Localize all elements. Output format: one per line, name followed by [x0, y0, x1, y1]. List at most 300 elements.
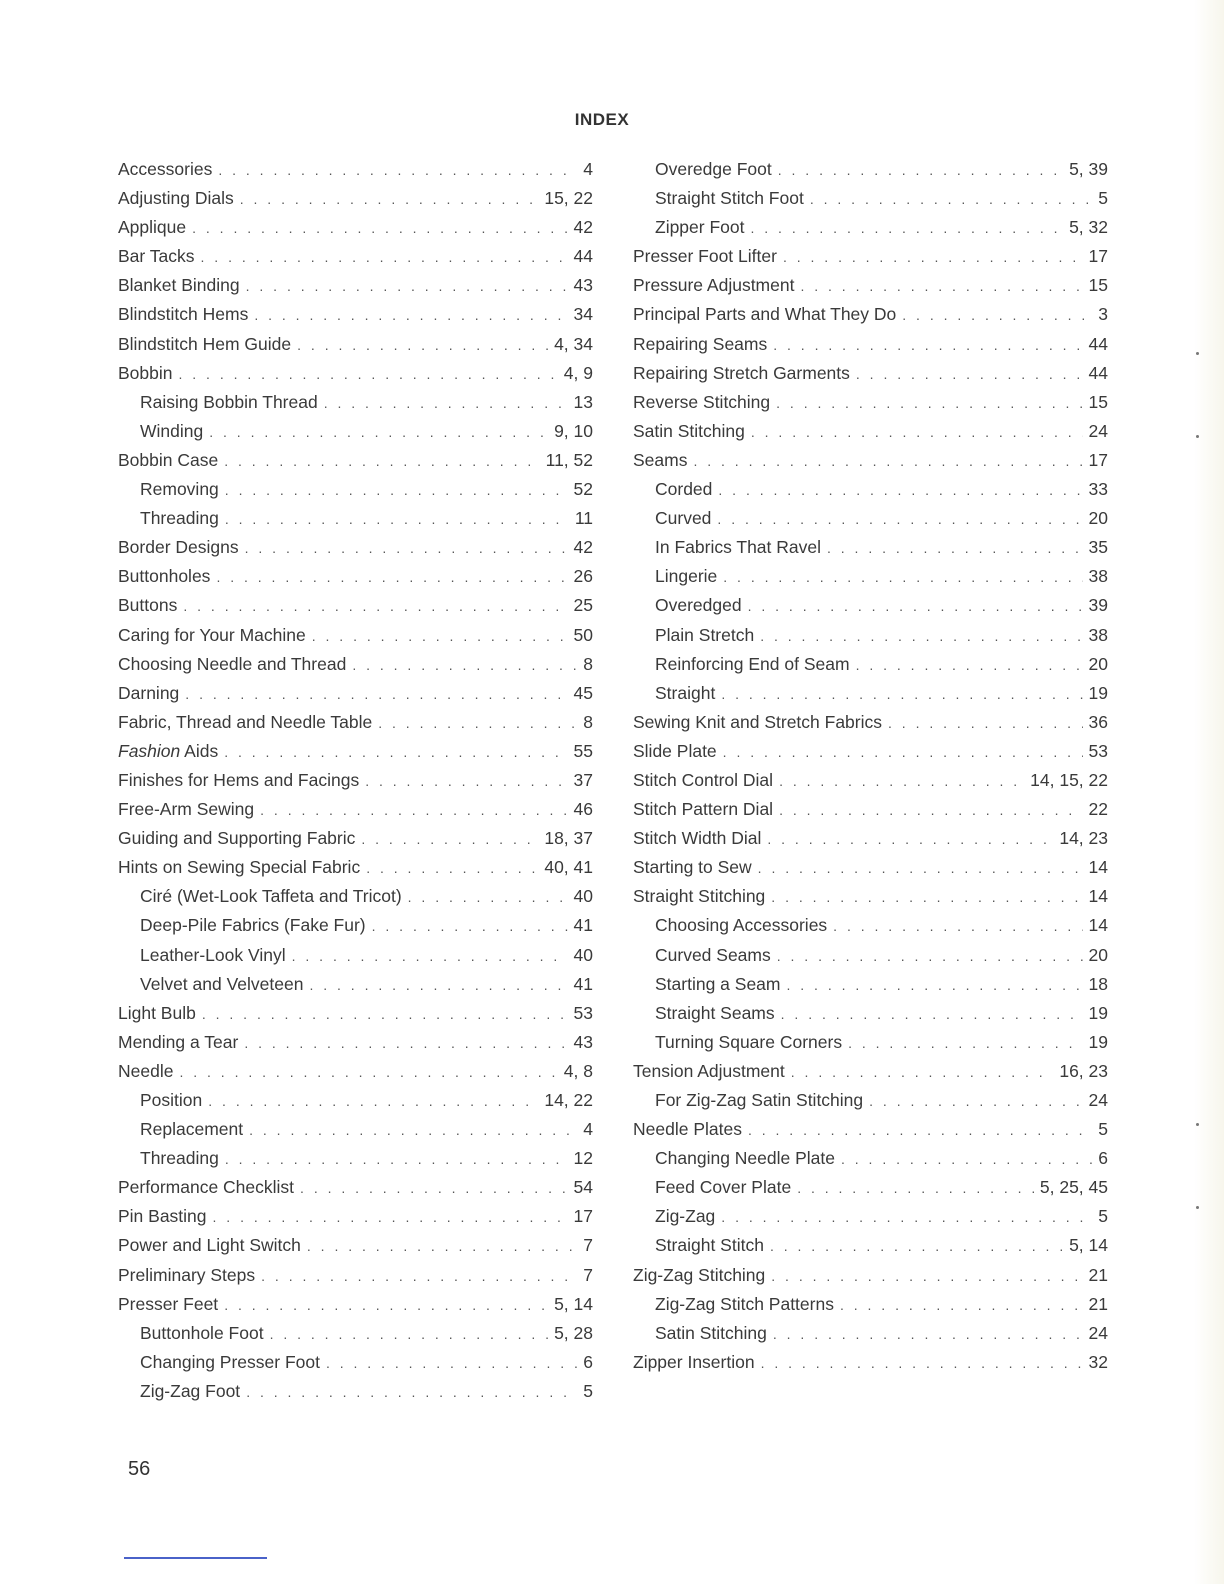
index-term: Presser Foot Lifter: [633, 246, 777, 267]
index-term: Zipper Foot: [655, 217, 745, 238]
index-pages: 11, 52: [545, 449, 593, 470]
index-term: Straight Seams: [655, 1002, 775, 1023]
leader-dots: [312, 622, 568, 651]
index-pages: 18: [1088, 973, 1108, 994]
leader-dots: [797, 1174, 1034, 1203]
index-entry: [633, 1231, 1108, 1260]
index-term: Choosing Needle and Thread: [118, 653, 347, 674]
index-entry: [118, 446, 593, 475]
index-term: For Zig-Zag Satin Stitching: [655, 1090, 864, 1110]
index-pages: 15: [1088, 391, 1108, 412]
leader-dots: [902, 301, 1092, 330]
leader-dots: [771, 883, 1082, 912]
index-pages: 5: [1098, 188, 1108, 209]
speck-mark: [1196, 435, 1199, 438]
index-entry: [633, 882, 1108, 911]
index-pages: 4, 34: [554, 333, 593, 354]
index-pages: 5, 14: [1069, 1235, 1108, 1256]
leader-dots: [216, 563, 567, 592]
leader-dots: [776, 389, 1082, 418]
index-pages: 14, 23: [1059, 828, 1108, 849]
index-term: Overedged: [655, 595, 742, 616]
index-pages: 24: [1088, 420, 1108, 441]
index-term: Raising Bobbin Thread: [140, 391, 318, 412]
index-entry: [633, 359, 1108, 388]
index-entry: [118, 271, 593, 300]
index-term: Buttonhole Foot: [140, 1322, 264, 1343]
index-pages: 5, 14: [554, 1293, 593, 1314]
index-pages: 20: [1088, 508, 1108, 529]
leader-dots: [777, 942, 1083, 971]
index-pages: 33: [1088, 479, 1108, 500]
index-entry: [118, 504, 593, 533]
index-pages: 18, 37: [544, 828, 593, 849]
index-pages: 43: [573, 1031, 593, 1052]
index-entry: [633, 446, 1108, 475]
index-pages: 44: [1088, 362, 1108, 383]
index-pages: 12: [573, 1148, 593, 1169]
index-term: Accessories: [118, 159, 213, 179]
index-pages: 7: [583, 1235, 593, 1256]
index-term: Winding: [140, 420, 204, 441]
leader-dots: [366, 854, 538, 883]
leader-dots: [773, 1320, 1083, 1349]
index-pages: 20: [1088, 944, 1108, 965]
index-pages: 53: [573, 1002, 593, 1023]
index-term: Overedge Foot: [655, 159, 772, 179]
index-entry: [633, 999, 1108, 1028]
index-entry: [633, 824, 1108, 853]
leader-dots: [717, 505, 1082, 534]
index-pages: 46: [573, 799, 593, 820]
index-term: Turning Square Corners: [655, 1031, 843, 1052]
leader-dots: [249, 1116, 577, 1145]
leader-dots: [721, 1203, 1092, 1232]
index-term: Buttons: [118, 595, 178, 616]
index-pages: 17: [1088, 449, 1108, 470]
leader-dots: [246, 272, 568, 301]
index-entry: [633, 795, 1108, 824]
index-entry: [118, 1173, 593, 1202]
leader-dots: [225, 1145, 568, 1174]
page-number: 56: [128, 1458, 151, 1480]
leader-dots: [841, 1145, 1092, 1174]
index-term: Deep-Pile Fabrics (Fake Fur): [140, 915, 366, 936]
index-entry: [633, 388, 1108, 417]
index-term: Principal Parts and What They Do: [633, 304, 897, 325]
index-term: Tension Adjustment: [633, 1060, 785, 1081]
leader-dots: [750, 214, 1063, 243]
index-pages: 17: [1088, 246, 1108, 267]
index-term: Sewing Knit and Stretch Fabrics: [633, 711, 883, 732]
index-pages: 22: [1088, 799, 1108, 820]
index-pages: 40: [573, 944, 593, 965]
index-entry: [633, 650, 1108, 679]
index-term: Guiding and Supporting Fabric: [118, 828, 356, 849]
index-entry: [118, 795, 593, 824]
index-pages: 14, 22: [544, 1090, 593, 1110]
leader-dots: [309, 971, 567, 1000]
index-term: Ciré (Wet-Look Taffeta and Tricot): [140, 886, 402, 907]
index-term: Threading: [140, 508, 219, 529]
index-term: Reinforcing End of Seam: [655, 653, 850, 674]
index-term: Straight Stitch Foot: [655, 188, 804, 209]
leader-dots: [261, 1262, 577, 1291]
index-term: Needle: [118, 1060, 174, 1081]
index-pages: 5: [1098, 1206, 1108, 1227]
index-pages: 42: [573, 537, 593, 558]
index-entry: [633, 1319, 1108, 1348]
index-entry: [118, 417, 593, 446]
index-term: Repairing Seams: [633, 333, 768, 354]
leader-dots: [372, 912, 568, 941]
index-entry: [118, 853, 593, 882]
index-entry: [118, 591, 593, 620]
index-pages: 5, 28: [554, 1322, 593, 1343]
index-pages: 53: [1088, 740, 1108, 761]
index-entry: [633, 1202, 1108, 1231]
index-term: Power and Light Switch: [118, 1235, 301, 1256]
index-entry: [118, 941, 593, 970]
index-term: Fabric, Thread and Needle Table: [118, 711, 373, 732]
leader-dots: [202, 1000, 568, 1029]
index-entry: [118, 562, 593, 591]
index-entry: [118, 388, 593, 417]
index-entry: [118, 1261, 593, 1290]
leader-dots: [224, 738, 567, 767]
index-pages: 54: [573, 1177, 593, 1198]
leader-dots: [224, 1291, 548, 1320]
index-pages: 44: [1088, 333, 1108, 354]
index-entry: [633, 591, 1108, 620]
index-entry: [118, 213, 593, 242]
leader-dots: [183, 592, 567, 621]
index-term: Straight Stitching: [633, 886, 766, 907]
index-term: Pin Basting: [118, 1206, 207, 1227]
index-entry: [118, 533, 593, 562]
leader-dots: [748, 1116, 1092, 1145]
index-entry: [633, 300, 1108, 329]
index-term: Leather-Look Vinyl: [140, 944, 286, 965]
index-pages: 14: [1088, 886, 1108, 907]
index-entry: [633, 853, 1108, 882]
index-term: In Fabrics That Ravel: [655, 537, 821, 558]
index-pages: 5, 32: [1069, 217, 1108, 238]
index-pages: 36: [1088, 711, 1108, 732]
index-term: Zig-Zag Foot: [140, 1380, 241, 1401]
index-pages: 4: [583, 159, 593, 179]
leader-dots: [254, 301, 567, 330]
index-entry: [633, 475, 1108, 504]
index-pages: 21: [1088, 1264, 1108, 1285]
index-pages: 41: [573, 973, 593, 994]
leader-dots: [307, 1232, 577, 1261]
index-term: Finishes for Hems and Facings: [118, 769, 360, 790]
leader-dots: [179, 1058, 557, 1087]
leader-dots: [408, 883, 568, 912]
leader-dots: [225, 505, 569, 534]
leader-dots: [770, 1232, 1063, 1261]
index-pages: 19: [1088, 682, 1108, 703]
index-entry: [633, 1028, 1108, 1057]
index-entry: [633, 1115, 1108, 1144]
index-term: Caring for Your Machine: [118, 624, 306, 645]
index-pages: 11: [574, 508, 593, 529]
index-entry: [633, 184, 1108, 213]
page-title: INDEX: [574, 110, 630, 129]
index-pages: 24: [1088, 1090, 1108, 1110]
leader-dots: [848, 1029, 1082, 1058]
index-term: Straight: [655, 682, 716, 703]
index-term: Curved Seams: [655, 944, 771, 965]
index-pages: 41: [573, 915, 593, 936]
index-entry: [633, 562, 1108, 591]
index-pages: 52: [573, 479, 593, 500]
leader-dots: [292, 942, 568, 971]
index-pages: 17: [573, 1206, 593, 1227]
index-term: Bobbin Case: [118, 449, 219, 470]
leader-dots: [721, 680, 1082, 709]
index-term: Bobbin: [118, 362, 173, 383]
index-term: Zig-Zag Stitching: [633, 1264, 766, 1285]
index-term: Satin Stitching: [655, 1322, 767, 1343]
index-term: Replacement: [140, 1119, 244, 1140]
index-pages: 40: [573, 886, 593, 907]
index-pages: 50: [573, 624, 593, 645]
leader-dots: [856, 651, 1083, 680]
index-pages: 5, 25, 45: [1039, 1177, 1108, 1198]
index-pages: 43: [573, 275, 593, 296]
leader-dots: [326, 1349, 577, 1378]
leader-dots: [201, 243, 568, 272]
index-entry: [633, 242, 1108, 271]
index-entry: [118, 1115, 593, 1144]
index-pages: 5, 39: [1069, 159, 1108, 179]
index-pages: 42: [573, 217, 593, 238]
index-entry: [118, 1348, 593, 1377]
index-term: Reverse Stitching: [633, 391, 771, 412]
leader-dots: [751, 418, 1083, 447]
index-pages: 6: [1098, 1148, 1108, 1169]
leader-dots: [192, 214, 567, 243]
index-entry: [118, 1319, 593, 1348]
leader-dots: [773, 331, 1082, 360]
index-entry: [118, 708, 593, 737]
leader-dots: [179, 360, 558, 389]
index-entry: [118, 1057, 593, 1086]
leader-dots: [856, 360, 1083, 389]
index-pages: 34: [573, 304, 593, 325]
index-entry: [118, 737, 593, 766]
leader-dots: [270, 1320, 549, 1349]
index-term: Buttonholes: [118, 566, 211, 587]
leader-dots: [888, 709, 1083, 738]
index-term: Velvet and Velveteen: [140, 973, 304, 994]
index-pages: 4, 9: [563, 362, 593, 383]
leader-dots: [225, 476, 568, 505]
index-entry: [118, 621, 593, 650]
index-pages: 24: [1088, 1322, 1108, 1343]
index-pages: 3: [1098, 304, 1108, 325]
index-entry: [118, 359, 593, 388]
index-entry: [118, 1290, 593, 1319]
index-pages: 25: [573, 595, 593, 616]
index-column-left: [118, 155, 593, 1406]
leader-dots: [297, 331, 548, 360]
leader-dots: [224, 447, 539, 476]
index-entry: [118, 1231, 593, 1260]
index-term: Preliminary Steps: [118, 1264, 256, 1285]
index-entry: [633, 330, 1108, 359]
leader-dots: [324, 389, 568, 418]
index-entry: [118, 300, 593, 329]
index-pages: 13: [573, 391, 593, 412]
index-entry: [118, 1144, 593, 1173]
leader-dots: [778, 156, 1063, 185]
index-term: Mending a Tear: [118, 1031, 239, 1052]
index-pages: 6: [583, 1351, 593, 1372]
leader-dots: [723, 738, 1083, 767]
leader-dots: [771, 1262, 1082, 1291]
index-entry: [633, 504, 1108, 533]
index-term: Removing: [140, 479, 219, 500]
leader-dots: [723, 563, 1082, 592]
leader-dots: [800, 272, 1082, 301]
index-term: Stitch Width Dial: [633, 828, 762, 849]
leader-dots: [810, 185, 1092, 214]
index-term: Zig-Zag: [655, 1206, 716, 1227]
leader-dots: [246, 1378, 577, 1407]
index-entry: [118, 650, 593, 679]
index-entry: [118, 475, 593, 504]
index-entry: [118, 1086, 593, 1115]
index-pages: 26: [573, 566, 593, 587]
index-term: Fashion Aids: [118, 740, 219, 761]
index-term: Starting to Sew: [633, 857, 752, 878]
index-pages: 37: [573, 769, 593, 790]
index-term: Seams: [633, 449, 688, 470]
index-term: Changing Presser Foot: [140, 1351, 320, 1372]
index-entry: [118, 766, 593, 795]
speck-mark: [1196, 1123, 1199, 1126]
index-pages: 7: [583, 1264, 593, 1285]
index-pages: 19: [1088, 1031, 1108, 1052]
index-entry: [633, 1290, 1108, 1319]
index-pages: 15: [1088, 275, 1108, 296]
index-term: Adjusting Dials: [118, 188, 234, 209]
leader-dots: [218, 156, 577, 185]
leader-dots: [365, 767, 567, 796]
index-term: Performance Checklist: [118, 1177, 295, 1198]
leader-dots: [760, 622, 1082, 651]
index-pages: 55: [573, 740, 593, 761]
index-entry: [633, 911, 1108, 940]
index-term: Needle Plates: [633, 1119, 742, 1140]
leader-dots: [833, 912, 1082, 941]
index-term: Light Bulb: [118, 1002, 196, 1023]
leader-dots: [361, 825, 538, 854]
index-term: Zipper Insertion: [633, 1351, 755, 1372]
leader-dots: [761, 1349, 1083, 1378]
index-entry: [633, 1086, 1108, 1115]
index-term: Hints on Sewing Special Fabric: [118, 857, 361, 878]
index-entry: [118, 882, 593, 911]
index-entry: [633, 941, 1108, 970]
index-entry: [118, 1028, 593, 1057]
index-term: Satin Stitching: [633, 420, 745, 441]
index-pages: 5: [1098, 1119, 1108, 1140]
index-entry: [633, 1057, 1108, 1086]
index-term: Border Designs: [118, 537, 239, 558]
index-entry: [118, 330, 593, 359]
leader-dots: [209, 418, 548, 447]
index-term: Slide Plate: [633, 740, 717, 761]
index-entry: [633, 417, 1108, 446]
leader-dots: [378, 709, 577, 738]
leader-dots: [244, 1029, 567, 1058]
index-term: Stitch Pattern Dial: [633, 799, 774, 820]
leader-dots: [185, 680, 567, 709]
leader-dots: [260, 796, 567, 825]
index-term: Feed Cover Plate: [655, 1177, 792, 1198]
index-pages: 45: [573, 682, 593, 703]
index-pages: 19: [1088, 1002, 1108, 1023]
index-entry: [633, 1261, 1108, 1290]
index-pages: 5: [583, 1380, 593, 1401]
leader-dots: [748, 592, 1083, 621]
index-pages: 14, 15, 22: [1030, 769, 1108, 790]
index-entry: [118, 679, 593, 708]
index-term: Zig-Zag Stitch Patterns: [655, 1293, 834, 1314]
index-pages: 40, 41: [544, 857, 593, 878]
index-pages: 15, 22: [544, 188, 593, 209]
index-term: Starting a Seam: [655, 973, 781, 994]
page-edge-shadow: [1194, 0, 1224, 1584]
index-entry: [118, 155, 593, 184]
index-entry: [118, 1202, 593, 1231]
leader-dots: [869, 1087, 1082, 1116]
index-entry: [633, 737, 1108, 766]
leader-dots: [781, 1000, 1083, 1029]
index-pages: 21: [1088, 1293, 1108, 1314]
index-term: Darning: [118, 682, 180, 703]
index-entry: [633, 1348, 1108, 1377]
index-term: Blindstitch Hem Guide: [118, 333, 292, 354]
index-entry: [633, 533, 1108, 562]
leader-dots: [827, 534, 1083, 563]
index-entry: [633, 679, 1108, 708]
leader-dots: [791, 1058, 1054, 1087]
leader-dots: [213, 1203, 568, 1232]
index-pages: 8: [583, 653, 593, 674]
leader-dots: [245, 534, 568, 563]
leader-dots: [208, 1087, 538, 1116]
leader-dots: [767, 825, 1053, 854]
index-pages: 44: [573, 246, 593, 267]
index-term: Straight Stitch: [655, 1235, 764, 1256]
index-pages: 14: [1088, 915, 1108, 936]
index-pages: 38: [1088, 566, 1108, 587]
index-entry: [118, 970, 593, 999]
leader-dots: [240, 185, 539, 214]
index-term: Blindstitch Hems: [118, 304, 249, 325]
index-term: Stitch Control Dial: [633, 769, 774, 790]
leader-dots: [758, 854, 1083, 883]
index-pages: 32: [1088, 1351, 1108, 1372]
speck-mark: [1196, 352, 1199, 355]
index-term: Threading: [140, 1148, 219, 1169]
index-pages: 4: [583, 1119, 593, 1140]
